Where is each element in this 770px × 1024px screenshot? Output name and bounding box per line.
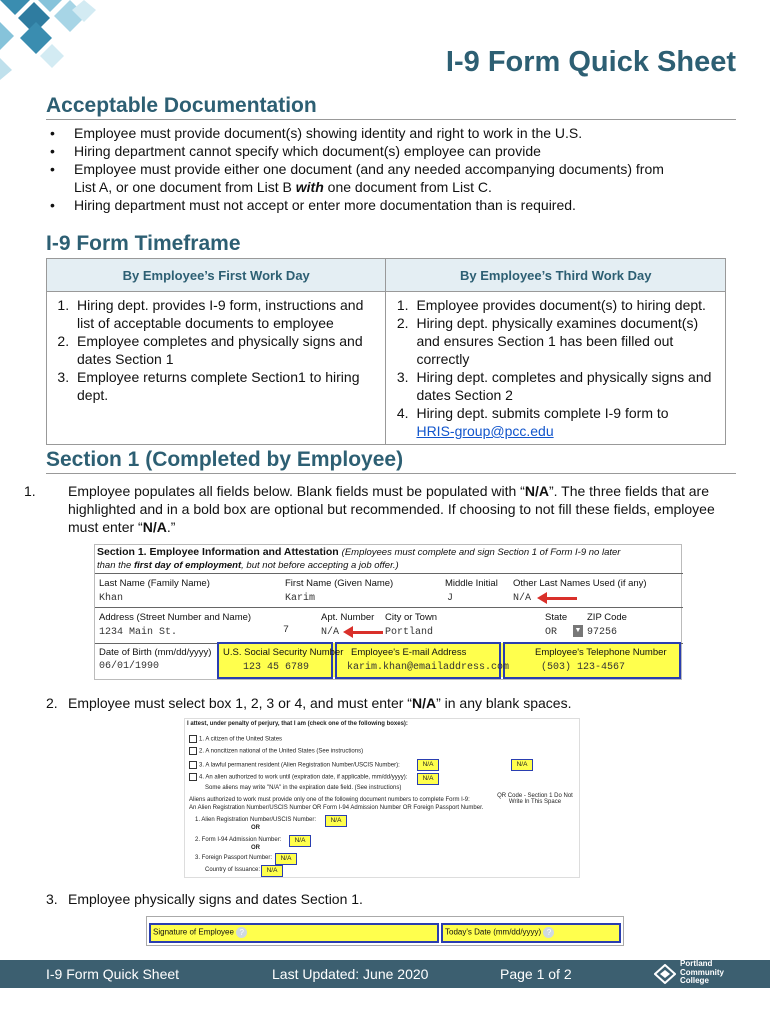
col2-cell [386, 292, 726, 445]
step-1: 1. Employee populates all fields below. Blank fields must be populated with “N/A”. The three fields that are highlighted and in a bold box are optional but recommended. If choosing to not fill these fields, employee must enter “N/A.” [24, 483, 715, 535]
arrow-indicator [545, 597, 577, 600]
section1-form-image: Section 1. Employee Information and Attestation (Employees must complete and sign Section 1 of Form I-9 no later than the first day of employment, but not before accepting a job offer.) Last Name (Family Name) First Name (Given Name) Middle Initial Other Last Names Used (if any) Khan Karim J N/A Address (Street Number and Name) Apt. Number City or Town State ZIP Code 1234 Main St. 7 N/A Portland OR ▼ 97256 Date of Birth (mm/dd/yyyy) 06/01/1990 U.S. Social Security Number Employee's E-mail Address Employee's Telephone Number 123 45 6789 karim.khan@emailaddress.com (503) 123-4567 [94, 544, 682, 680]
acceptable-list [46, 124, 736, 214]
footer-page: Page 1 of 2 [500, 966, 572, 982]
zip-field[interactable]: 97256 [587, 627, 618, 638]
acceptable-heading: Acceptable Documentation [46, 94, 317, 117]
dob-field[interactable]: 06/01/1990 [99, 661, 160, 672]
list-item: 2. Hiring dept. physically examines document(s) and ensures Section 1 has been filled out correctly [412, 314, 721, 368]
checkbox[interactable] [189, 761, 197, 769]
list-item: 3. Employee returns complete Section1 to hiring dept. [73, 368, 381, 404]
list-item: 1. Employee provides document(s) to hiring dept. [412, 296, 721, 314]
checkbox[interactable] [189, 773, 197, 781]
corner-diamond-decoration [0, 0, 120, 80]
footer-title: I-9 Form Quick Sheet [46, 966, 180, 982]
chevron-down-icon[interactable]: ▼ [573, 625, 583, 637]
list-item: • Hiring department cannot specify which document(s) employee can provide [46, 142, 736, 160]
list-item: • Employee must provide document(s) showing identity and right to work in the U.S. [46, 124, 736, 142]
state-select[interactable]: OR [545, 627, 558, 638]
city-field[interactable]: Portland [385, 627, 434, 638]
pcc-logo-icon [654, 964, 676, 984]
footer [0, 960, 770, 988]
signature-form-image [146, 916, 624, 946]
signature-field[interactable]: Signature of Employee ? [149, 923, 439, 943]
list-item: 4. Hiring dept. submits complete I-9 form to HRIS-group@pcc.edu [412, 404, 721, 440]
first-name-field[interactable]: Karim [285, 593, 316, 604]
date-field[interactable]: Today's Date (mm/dd/yyyy) ? [441, 923, 621, 943]
checkbox[interactable] [189, 747, 197, 755]
list-item: 2. Employee completes and physically signs and dates Section 1 [73, 332, 381, 368]
list-item: • Employee must provide either one document (and any needed accompanying documents) from List A, or one document from List B with one document from List C. [46, 160, 736, 196]
divider [46, 473, 736, 474]
section1-heading: Section 1 (Completed by Employee) [46, 448, 404, 471]
list-item: • Hiring department must not accept or enter more documentation than is required. [46, 196, 736, 214]
form-header: Section 1. Employee Information and Attestation [97, 546, 339, 558]
step-2: 2. Employee must select box 1, 2, 3 or 4, and must enter “N/A” in any blank spaces. [46, 695, 572, 711]
footer-updated: Last Updated: June 2020 [272, 966, 429, 982]
list-item: 3. Hiring dept. completes and physically signs and dates Section 2 [412, 368, 721, 404]
timeframe-heading: I-9 Form Timeframe [46, 232, 241, 255]
col1-header: By Employee’s First Work Day [47, 259, 386, 292]
ssn-field[interactable]: 123 45 6789 [243, 662, 310, 673]
email-field[interactable]: karim.khan@emailaddress.com [347, 662, 510, 673]
middle-initial-field[interactable]: J [447, 593, 454, 604]
col2-header: By Employee’s Third Work Day [386, 259, 726, 292]
checkbox[interactable] [189, 735, 197, 743]
timeframe-table [46, 258, 726, 445]
col1-cell [47, 292, 386, 445]
other-names-field[interactable]: N/A [513, 593, 532, 604]
divider [46, 119, 736, 120]
email-link[interactable]: HRIS-group@pcc.edu [416, 423, 554, 439]
arrow-indicator [351, 631, 383, 634]
address-field[interactable]: 1234 Main St. [99, 627, 178, 638]
phone-field[interactable]: (503) 123-4567 [541, 662, 626, 673]
last-name-field[interactable]: Khan [99, 593, 124, 604]
page-title: I-9 Form Quick Sheet [445, 46, 736, 78]
list-item: 1. Hiring dept. provides I-9 form, instructions and list of acceptable documents to employee [73, 296, 381, 332]
attestation-form-image: I attest, under penalty of perjury, that I am (check one of the following boxes): 1. A citizen of the United States 2. A noncitizen national of the United States (See instructions) 3. A lawful permanent resident (Alien Registration Number/USCIS Number): N/A N/A 4. An alien authorized to work until (expiration date, if applicable, mm/dd/yyyy): N/A Some aliens may write "N/A" in the expiration date field. (See instructions) Aliens authorized to work must provide only one of the following document numbers to complete Form I-9: An Alien Registration Number/USCIS Number OR Form I-94 Admission Number OR Foreign Passport Number. QR Code - Section 1 Do Not Write In This Space 1. Alien Registration Number/USCIS Number: N/A OR 2. Form I-94 Admission Number: N/A OR 3. Foreign Passport Number: N/A Country of Issuance: N/A [184, 718, 580, 878]
step-3: 3. Employee physically signs and dates Section 1. [46, 891, 363, 907]
apt-field[interactable]: N/A [321, 627, 340, 638]
pcc-logo-text: Portland Community College [680, 959, 724, 985]
